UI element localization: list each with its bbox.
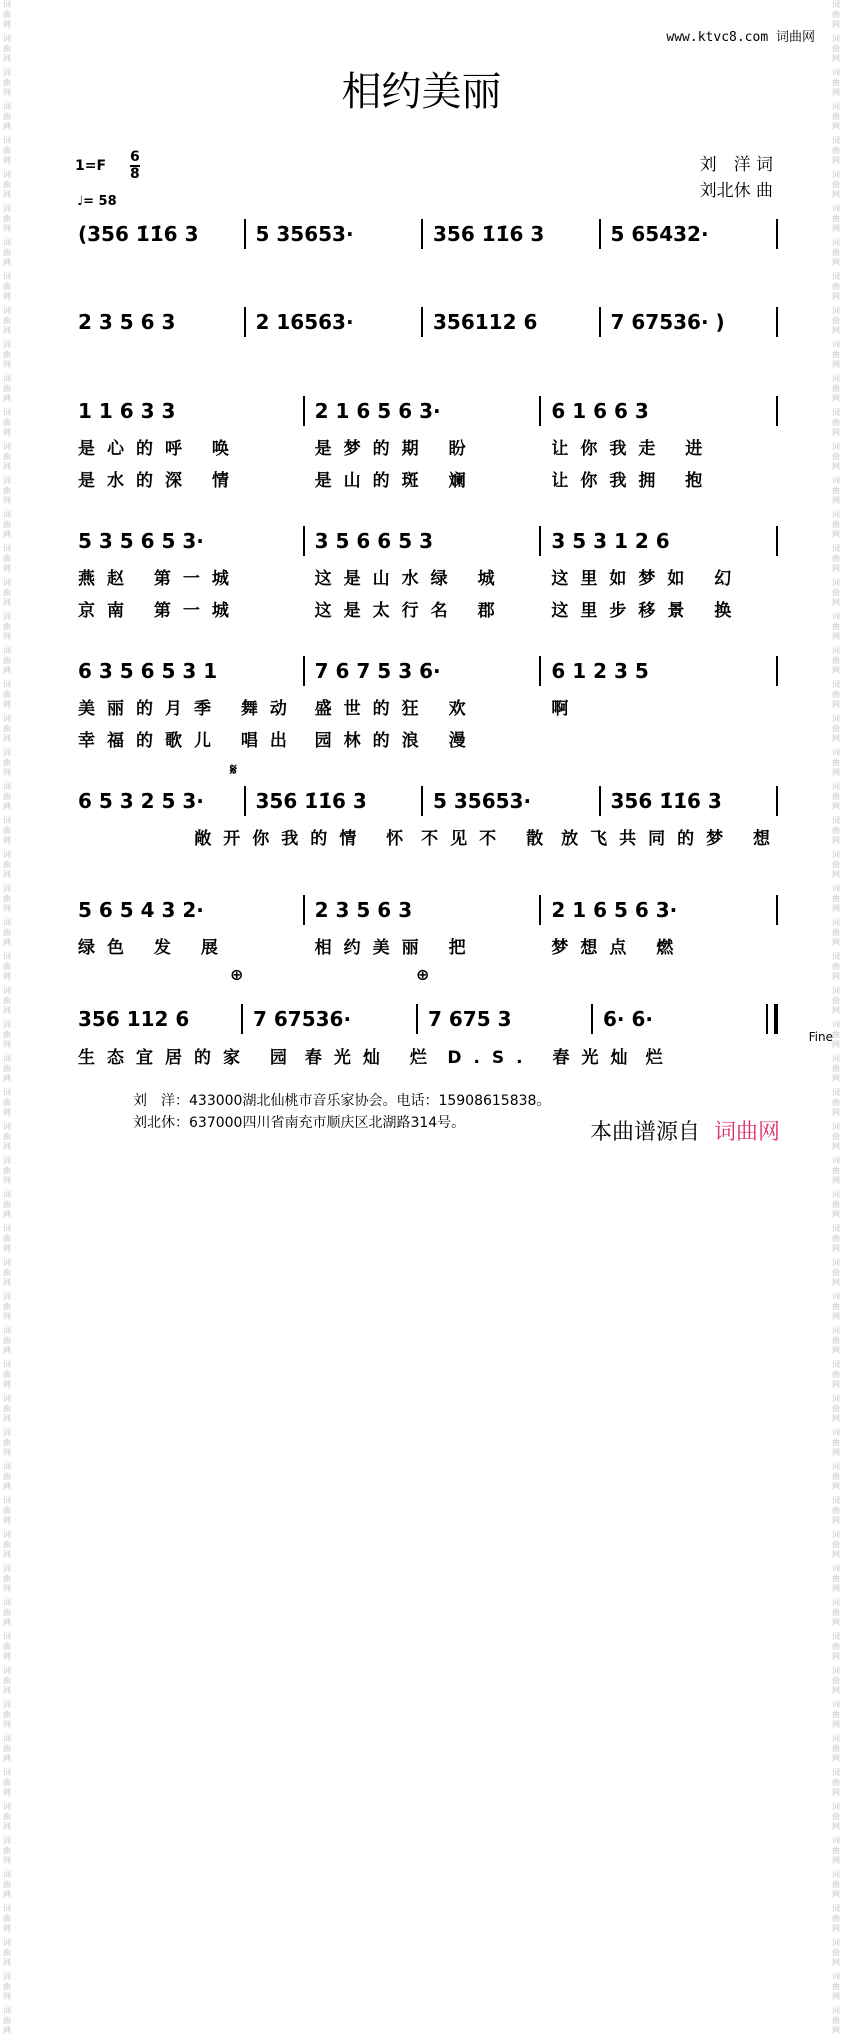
measure: 1 1 6 3 3 [78, 398, 176, 423]
lyric-phrase: 是心的呼 唤 [78, 439, 241, 460]
barline [766, 1004, 778, 1034]
watermark-text: 词曲网 [3, 306, 11, 335]
watermark-text: 词曲网 [832, 1156, 840, 1185]
watermark-text: 词曲网 [832, 918, 840, 947]
measure: 6 5 3 2 5 3· [78, 788, 204, 813]
watermark-text: 词曲网 [832, 408, 840, 437]
watermark-text: 词曲网 [3, 1054, 11, 1083]
watermark-text: 词曲网 [832, 1836, 840, 1865]
lyric-row-2 [72, 463, 782, 495]
barline [776, 307, 778, 337]
lyric-phrase: 生态宜居的家 园 [78, 1047, 299, 1068]
watermark-text: 词曲网 [3, 850, 11, 879]
contact-line-1: 刘 洋：433000湖北仙桃市音乐家协会。电话：15908615838。 [133, 1093, 551, 1109]
watermark-text: 词曲网 [832, 238, 840, 267]
watermark-text: 词曲网 [3, 612, 11, 641]
watermark-text: 词曲网 [832, 816, 840, 845]
watermark-text: 词曲网 [3, 340, 11, 369]
watermark-text: 词曲网 [832, 1122, 840, 1151]
watermark-text: 词曲网 [832, 34, 840, 63]
contact-line-2: 刘北休：637000四川省南充市顺庆区北湖路314号。 [133, 1115, 466, 1131]
watermark-text: 词曲网 [832, 1870, 840, 1899]
score-system [72, 302, 782, 390]
watermark-text: 词曲网 [832, 1904, 840, 1933]
watermark-text: 词曲网 [832, 1734, 840, 1763]
note-row [72, 890, 782, 930]
barline [776, 526, 778, 556]
watermark-text: 词曲网 [3, 1632, 11, 1661]
note-row [72, 302, 782, 342]
lyric-phrase: 烂 [645, 1047, 675, 1068]
lyric-phrase: 敞开你我的情 怀 [194, 829, 416, 850]
watermark-text: 词曲网 [3, 2006, 11, 2035]
note-row [72, 781, 782, 821]
barline [416, 1004, 418, 1034]
lyric-phrase: 盛世的狂 欢 [314, 699, 478, 720]
barline [776, 396, 778, 426]
lyric-row-1 [72, 1039, 782, 1071]
watermark-text: 词曲网 [832, 1054, 840, 1083]
measure: 2 3 5 6 3 [78, 310, 176, 335]
watermark-text: 词曲网 [3, 544, 11, 573]
lyric-phrase: 不见不 散 [421, 829, 556, 850]
lyric-phrase: 幸福的歌儿 唱出 [78, 731, 299, 752]
source-name[interactable]: 词曲网 [714, 1120, 781, 1145]
score-system [72, 521, 782, 651]
watermark-text: 词曲网 [832, 1292, 840, 1321]
measure: 6 3 5 6 5 3 1 [78, 658, 218, 683]
watermark-text: 词曲网 [3, 1530, 11, 1559]
meter-top: 6 [130, 149, 140, 165]
watermark-text: 词曲网 [3, 748, 11, 777]
source-note [590, 1115, 780, 1146]
system-spacer [72, 254, 782, 302]
watermark-text: 词曲网 [832, 204, 840, 233]
measure: (356 1̇1̇6 3 [78, 222, 199, 246]
barline [241, 1004, 243, 1034]
barline [421, 219, 423, 249]
watermark-text: 词曲网 [3, 1904, 11, 1933]
watermark-text: 词曲网 [3, 952, 11, 981]
watermark-text: 词曲网 [832, 102, 840, 131]
lyric-phrase: 这里步移景 换 [551, 601, 744, 622]
watermark-text: 词曲网 [3, 442, 11, 471]
measure: 3 5 6 6 5 3 [314, 528, 433, 553]
watermark-text: 词曲网 [3, 0, 11, 29]
watermark-text: 词曲网 [832, 1190, 840, 1219]
watermark-text: 词曲网 [3, 1700, 11, 1729]
watermark-text: 词曲网 [832, 1802, 840, 1831]
watermark-text: 词曲网 [3, 1802, 11, 1831]
watermark-text: 词曲网 [3, 1938, 11, 1967]
composer: 刘北休 曲 [699, 181, 773, 201]
barline [599, 307, 601, 337]
barline [539, 396, 541, 426]
watermark-text: 词曲网 [3, 102, 11, 131]
watermark-text: 词曲网 [832, 578, 840, 607]
measure: 356 1̇1̇6 3 [610, 788, 722, 813]
watermark-text: 词曲网 [832, 1360, 840, 1389]
watermark-text: 词曲网 [832, 1428, 840, 1457]
watermark-text: 词曲网 [832, 1088, 840, 1117]
system-spacer [72, 625, 782, 651]
lyric-phrase: 燕赵 第一城 [78, 569, 241, 590]
lyric-row-1 [72, 561, 782, 593]
measure: 356 1̇1̇6 3 [255, 788, 367, 813]
watermark-text: 词曲网 [3, 1292, 11, 1321]
watermark-text: 词曲网 [3, 408, 11, 437]
measure: 7 6 7 5 3 6· [314, 658, 441, 683]
score-system [72, 651, 782, 781]
watermark-text: 词曲网 [832, 850, 840, 879]
tempo-mark: ♩= 58 [77, 194, 117, 209]
measure: 5 3 5 6 5 3· [78, 528, 204, 553]
watermark-text: 词曲网 [3, 374, 11, 403]
score-system [72, 214, 782, 302]
watermark-text: 词曲网 [832, 272, 840, 301]
barline [776, 656, 778, 686]
lyric-phrase: 园林的浪 漫 [314, 731, 478, 752]
barline [539, 526, 541, 556]
watermark-text: 词曲网 [3, 476, 11, 505]
note-row [72, 999, 782, 1039]
watermark-text: 词曲网 [832, 544, 840, 573]
watermark-text: 词曲网 [3, 272, 11, 301]
watermark-text: 词曲网 [832, 1564, 840, 1593]
watermark-text: 词曲网 [3, 170, 11, 199]
watermark-text: 词曲网 [3, 1258, 11, 1287]
barline [776, 786, 778, 816]
measure: 356112 6 [433, 310, 538, 335]
watermark-text: 词曲网 [832, 170, 840, 199]
watermark-text: 词曲网 [832, 748, 840, 777]
measure: 2 3 5 6 3 [314, 897, 413, 922]
watermark-text: 词曲网 [832, 612, 840, 641]
system-spacer [72, 342, 782, 390]
watermark-text: 词曲网 [832, 510, 840, 539]
lyric-phrase: 是水的深 情 [78, 471, 241, 492]
lyric-phrase: 让你我拥 抱 [551, 471, 715, 492]
watermark-text: 词曲网 [832, 68, 840, 97]
watermark-text: 词曲网 [832, 884, 840, 913]
watermark-text: 词曲网 [832, 1394, 840, 1423]
site-header[interactable] [666, 26, 815, 45]
barline [599, 786, 601, 816]
barline [539, 656, 541, 686]
barline [421, 786, 423, 816]
lyric-row-2 [72, 593, 782, 625]
lyric-phrase: 这是山水绿 城 [314, 569, 507, 590]
watermark-text: 词曲网 [832, 476, 840, 505]
watermark-text: 词曲网 [3, 1836, 11, 1865]
measure: 3 5 3 1 2 6 [551, 528, 670, 553]
watermark-text: 词曲网 [3, 1768, 11, 1797]
watermark-text: 词曲网 [832, 1258, 840, 1287]
watermark-text: 词曲网 [832, 782, 840, 811]
lyric-phrase: 梦想点 燃 [551, 938, 686, 959]
watermark-text: 词曲网 [832, 714, 840, 743]
watermark-text: 词曲网 [3, 510, 11, 539]
note-row [72, 651, 782, 691]
watermark-text: 词曲网 [832, 680, 840, 709]
watermark-text: 词曲网 [3, 1734, 11, 1763]
lyric-phrase: D.S. 春光灿 [447, 1047, 640, 1068]
note-row [72, 214, 782, 254]
site-url[interactable]: www.ktvc8.com [666, 30, 769, 45]
watermark-text: 词曲网 [3, 136, 11, 165]
lyric-phrase: 绿色 发 展 [78, 938, 230, 959]
watermark-text: 词曲网 [3, 1870, 11, 1899]
lyric-phrase: 相约美丽 把 [314, 938, 478, 959]
barline [776, 895, 778, 925]
watermark-text: 词曲网 [3, 680, 11, 709]
score-system [72, 781, 782, 890]
watermark-text: 词曲网 [832, 1326, 840, 1355]
watermark-text: 词曲网 [3, 238, 11, 267]
watermark-text: 词曲网 [832, 374, 840, 403]
watermark-text: 词曲网 [3, 1326, 11, 1355]
watermark-text: 词曲网 [3, 1598, 11, 1627]
lyric-phrase: 京南 第一城 [78, 601, 241, 622]
lyric-phrase: 这里如梦如 幻 [551, 569, 744, 590]
note-row [72, 391, 782, 431]
measure: 7 67536· ) [610, 310, 725, 335]
watermark-text: 词曲网 [3, 918, 11, 947]
watermark-text: 词曲网 [3, 782, 11, 811]
watermark-text: 词曲网 [832, 2006, 840, 2035]
note-row [72, 521, 782, 561]
lyric-phrase: 春光灿 烂 [304, 1047, 439, 1068]
barline [599, 219, 601, 249]
barline [421, 307, 423, 337]
barline [539, 895, 541, 925]
barline [244, 786, 246, 816]
coda-sign-1: ⊕ [230, 965, 244, 984]
system-spacer [72, 495, 782, 521]
watermark-text: 词曲网 [832, 646, 840, 675]
watermark-text: 词曲网 [832, 442, 840, 471]
watermark-text: 词曲网 [832, 1020, 840, 1049]
watermark-text: 词曲网 [3, 578, 11, 607]
watermark-text: 词曲网 [3, 1088, 11, 1117]
barline [303, 656, 305, 686]
watermark-text: 词曲网 [832, 1768, 840, 1797]
credits [700, 152, 773, 204]
site-name: 词曲网 [775, 30, 815, 45]
measure: 356 1̇1̇6 3 [433, 222, 545, 246]
watermark-text: 词曲网 [3, 1666, 11, 1695]
watermark-text: 词曲网 [832, 1666, 840, 1695]
measure: 2 1 6 5 6 3· [314, 398, 441, 423]
system-spacer [72, 853, 782, 890]
watermark-text: 词曲网 [3, 68, 11, 97]
segno-sign: 𝄋 [230, 760, 237, 779]
measure: 5 35653· [433, 788, 532, 813]
watermark-text: 词曲网 [832, 1496, 840, 1525]
right-watermark-strip [829, 0, 843, 2035]
barline [776, 219, 778, 249]
measure: 5 6 5 4 3 2· [78, 897, 204, 922]
lyric-phrase: 是山的斑 斓 [314, 471, 478, 492]
lyric-phrase: 美丽的月季 舞动 [78, 699, 299, 720]
lyric-phrase: 让你我走 进 [551, 439, 715, 460]
watermark-text: 词曲网 [3, 204, 11, 233]
measure: 5 35653· [255, 222, 354, 246]
watermark-text: 词曲网 [832, 1700, 840, 1729]
watermark-text: 词曲网 [3, 646, 11, 675]
watermark-text: 词曲网 [3, 1020, 11, 1049]
lyric-phrase: 放飞共同的梦 想 [561, 829, 782, 850]
measure: 356 112 6 [78, 1007, 190, 1032]
coda-sign-2: ⊕ [416, 965, 430, 984]
watermark-text: 词曲网 [3, 1564, 11, 1593]
measure: 6 1 2 3 5 [551, 658, 649, 683]
watermark-text: 词曲网 [3, 1190, 11, 1219]
system-spacer [72, 755, 782, 781]
watermark-text: 词曲网 [3, 1360, 11, 1389]
watermark-text: 词曲网 [3, 1972, 11, 2001]
song-title: 相约美丽 [341, 69, 502, 115]
lyric-row-1 [72, 821, 782, 853]
watermark-text: 词曲网 [832, 1598, 840, 1627]
fine-mark: Fine [808, 1030, 833, 1044]
source-label: 本曲谱源自 [590, 1120, 701, 1145]
watermark-text: 词曲网 [832, 1632, 840, 1661]
watermark-text: 词曲网 [832, 136, 840, 165]
watermark-text: 词曲网 [3, 34, 11, 63]
lyric-phrase: 是梦的期 盼 [314, 439, 478, 460]
watermark-text: 词曲网 [3, 1224, 11, 1253]
barline [244, 219, 246, 249]
measure: 2 16563· [255, 310, 354, 335]
watermark-text: 词曲网 [3, 1156, 11, 1185]
lyric-phrase: 这是太行名 郡 [314, 601, 507, 622]
lyric-row-1 [72, 930, 782, 962]
measure: 7 67536· [253, 1007, 352, 1032]
watermark-text: 词曲网 [832, 1972, 840, 2001]
watermark-text: 词曲网 [3, 884, 11, 913]
measure: 5 65432· [610, 222, 709, 246]
barline [591, 1004, 593, 1034]
watermark-text: 词曲网 [832, 1224, 840, 1253]
barline [303, 396, 305, 426]
watermark-text: 词曲网 [832, 952, 840, 981]
watermark-text: 词曲网 [832, 340, 840, 369]
watermark-text: 词曲网 [832, 1938, 840, 1967]
watermark-text: 词曲网 [3, 1428, 11, 1457]
contact-footer [133, 1090, 550, 1134]
measure: 6 1 6 6 3 [551, 398, 649, 423]
barline [303, 526, 305, 556]
watermark-text: 词曲网 [832, 986, 840, 1015]
lyric-row-1 [72, 431, 782, 463]
barline [303, 895, 305, 925]
lyric-phrase: 啊 [551, 699, 581, 720]
watermark-text: 词曲网 [832, 1530, 840, 1559]
watermark-text: 词曲网 [832, 306, 840, 335]
meter-bottom: 8 [130, 166, 140, 182]
watermark-text: 词曲网 [3, 1394, 11, 1423]
watermark-text: 词曲网 [3, 1496, 11, 1525]
left-watermark-strip [0, 0, 14, 2035]
watermark-text: 词曲网 [832, 1462, 840, 1491]
watermark-text: 词曲网 [3, 714, 11, 743]
measure: 2 1 6 5 6 3· [551, 897, 678, 922]
lyricist: 刘 洋 词 [699, 155, 773, 175]
measure: 7 675 3 [428, 1007, 512, 1032]
measure: 6· 6· [603, 1007, 653, 1032]
barline [244, 307, 246, 337]
watermark-text: 词曲网 [3, 816, 11, 845]
score-system [72, 391, 782, 521]
watermark-text: 词曲网 [3, 986, 11, 1015]
lyric-row-1 [72, 691, 782, 723]
time-signature [130, 150, 140, 182]
watermark-text: 词曲网 [3, 1462, 11, 1491]
watermark-text: 词曲网 [3, 1122, 11, 1151]
key-signature: 1=F [75, 158, 107, 174]
watermark-text: 词曲网 [832, 0, 840, 29]
lyric-row-2 [72, 723, 782, 755]
